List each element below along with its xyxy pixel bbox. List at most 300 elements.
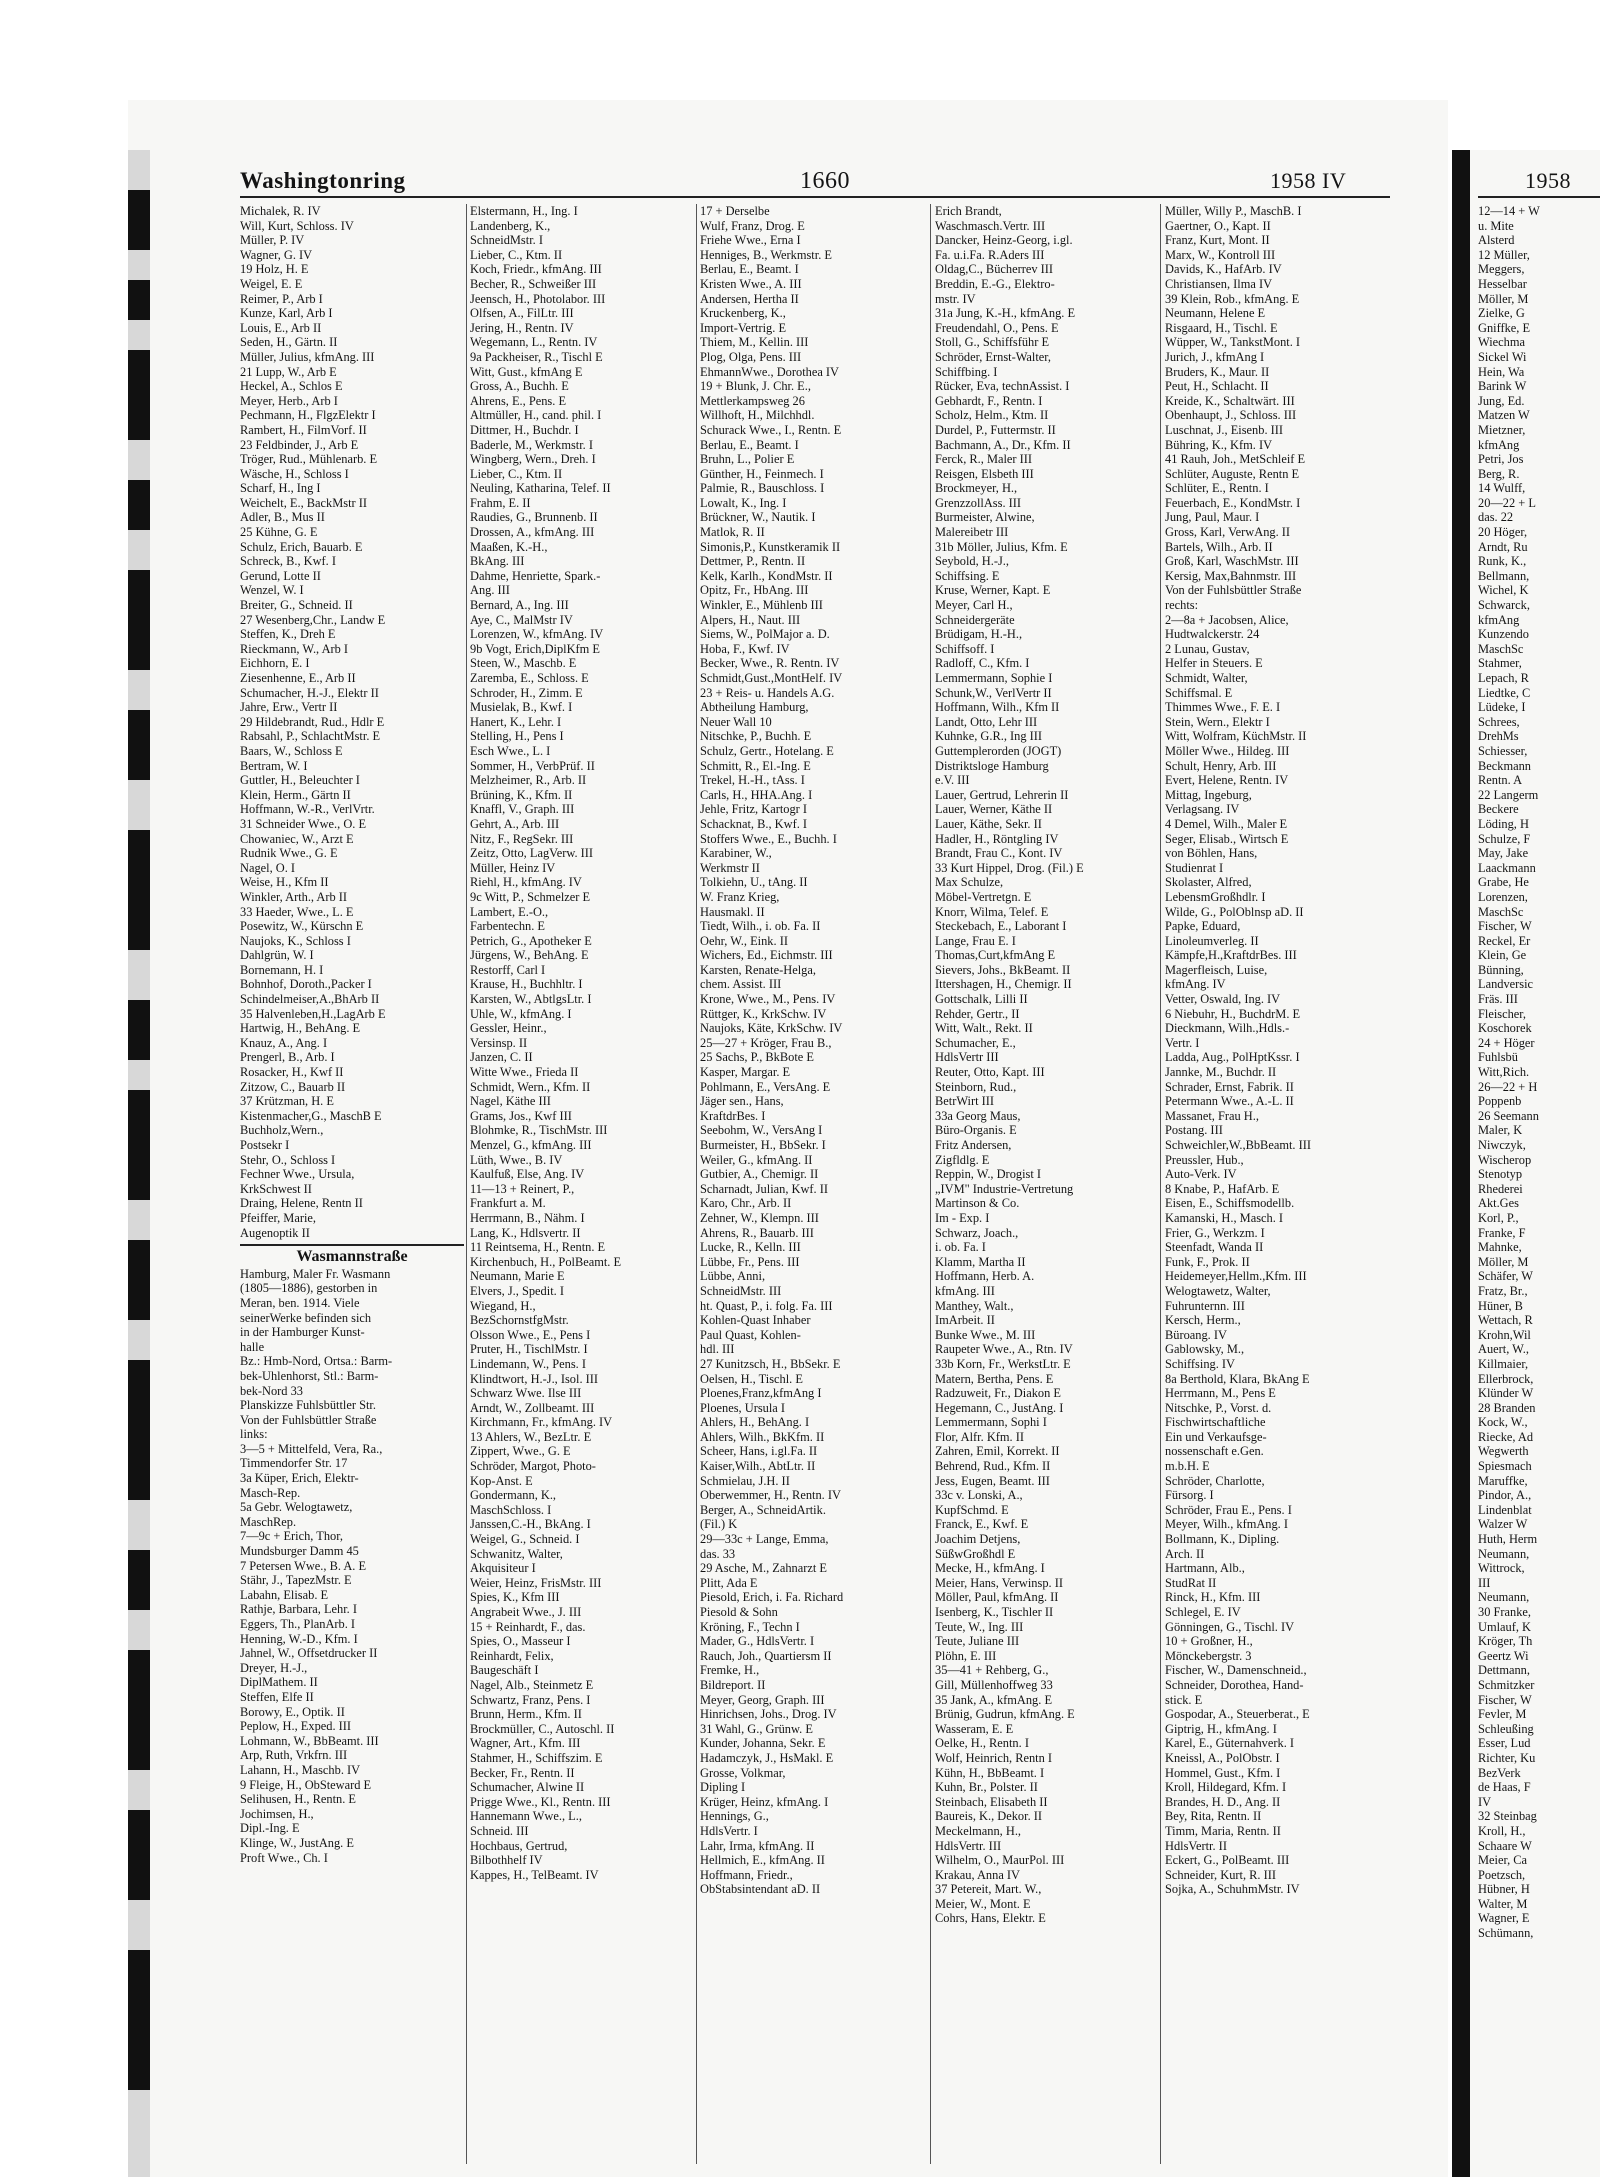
adjacent-directory-entry: Riecke, Ad <box>1478 1429 1534 1444</box>
directory-entry: Schröder, Frau E., Pens. I <box>1165 1502 1292 1517</box>
directory-entry: Eckert, G., PolBeamt. III <box>1165 1853 1290 1868</box>
directory-entry: Oehr, W., Eink. II <box>700 933 788 948</box>
adjacent-directory-entry: Fischer, W <box>1478 919 1532 934</box>
directory-entry: 37 Krützman, H. E <box>240 1094 334 1109</box>
directory-entry: Brüdigam, H.-H., <box>935 627 1023 642</box>
directory-entry: Kneissl, A., PolObstr. I <box>1165 1750 1280 1765</box>
directory-entry: Hamburg, Maler Fr. Wasmann <box>240 1266 391 1281</box>
adjacent-directory-entry: Poppenb <box>1478 1094 1522 1109</box>
directory-entry: Wichers, Ed., Eichmstr. III <box>700 948 833 963</box>
directory-entry: Kersig, Max,Bahnmstr. III <box>1165 568 1297 583</box>
directory-entry: 15 + Reinhardt, F., das. <box>470 1619 586 1634</box>
directory-entry: Buchholz,Wern., <box>240 1123 324 1138</box>
directory-entry: Müller, Willy P., MaschB. I <box>1165 204 1302 218</box>
directory-entry: Knaffl, V., Graph. III <box>470 802 575 817</box>
directory-entry: Henning, W.-D., Kfm. I <box>240 1631 358 1646</box>
directory-entry: Simonis,P., Kunstkeramik II <box>700 539 841 554</box>
adjacent-directory-entry: Wiechma <box>1478 335 1525 350</box>
directory-entry: Lieber, C., Ktm. II <box>470 247 563 262</box>
directory-entry: Schweichler,W.,BbBeamt. III <box>1165 1138 1311 1152</box>
directory-entry: Jurich, J., kfmAng I <box>1165 349 1265 364</box>
directory-entry: Steinborn, Rud., <box>935 1079 1017 1094</box>
adjacent-directory-entry: Richter, Ku <box>1478 1750 1536 1765</box>
directory-entry: Tolkiehn, U., tAng. II <box>700 875 808 890</box>
directory-entry: Rücker, Eva, technAssist. I <box>935 379 1070 394</box>
column-divider <box>1160 204 1161 2164</box>
directory-column-4 <box>935 204 1155 2164</box>
directory-entry: HdlsVertr. I <box>700 1823 758 1838</box>
directory-entry: Kunder, Johanna, Sekr. E <box>700 1736 826 1751</box>
directory-entry: Ahlers, Wilh., BkKfm. II <box>700 1429 825 1444</box>
adjacent-directory-entry: Fuhlsbü <box>1478 1050 1518 1065</box>
adjacent-directory-entry: Neumann, <box>1478 1590 1530 1605</box>
directory-column-5 <box>1165 204 1390 2164</box>
directory-entry: 19 + Blunk, J. Chr. E., <box>700 379 811 394</box>
directory-entry: Brandt, Frau C., Kont. IV <box>935 846 1063 861</box>
directory-entry: Seebohm, W., VersAng I <box>700 1123 823 1138</box>
adjacent-directory-entry: Wischerop <box>1478 1152 1532 1167</box>
directory-entry: 33 Haeder, Wwe., L. E <box>240 904 354 919</box>
directory-entry: Hanert, K., Lehr. I <box>470 714 562 729</box>
directory-entry: Kunze, Karl, Arb I <box>240 306 333 321</box>
adjacent-directory-entry: Maler, K <box>1478 1123 1523 1138</box>
directory-entry: 3—5 + Mittelfeld, Vera, Ra., <box>240 1441 383 1456</box>
directory-entry: links: <box>240 1427 268 1442</box>
directory-entry: Franz, Kurt, Mont. II <box>1165 233 1270 248</box>
directory-entry: Altmüller, H., cand. phil. I <box>470 408 602 423</box>
directory-entry: Meckelmann, H., <box>935 1823 1022 1838</box>
directory-entry: Rauch, Joh., Quartiersm II <box>700 1648 832 1663</box>
directory-entry: Winkler, Arth., Arb II <box>240 889 348 904</box>
adjacent-directory-entry: Lepach, R <box>1478 671 1529 685</box>
directory-entry: 6 Niebuhr, H., BuchdrM. E <box>1165 1006 1301 1021</box>
directory-entry: Steckebach, E., Laborant I <box>935 919 1067 934</box>
directory-entry: 31b Möller, Julius, Kfm. E <box>935 539 1068 554</box>
directory-entry: Kruckenberg, K., <box>700 306 786 321</box>
directory-entry: Bernard, A., Ing. III <box>470 598 569 613</box>
adjacent-directory-entry: Beckere <box>1478 802 1519 817</box>
directory-entry: Luschnat, J., Eisenb. III <box>1165 422 1284 437</box>
directory-entry: Cohrs, Hans, Elektr. E <box>935 1911 1046 1926</box>
directory-entry: Berlau, E., Beamt. I <box>700 262 799 277</box>
directory-entry: Gehrt, A., Arb. III <box>470 816 560 831</box>
directory-entry: Rüttger, K., KrkSchw. IV <box>700 1006 827 1021</box>
directory-entry: 27 Kunitzsch, H., BbSekr. E <box>700 1356 841 1371</box>
adjacent-directory-entry: Schulze, F <box>1478 831 1531 846</box>
directory-entry: Mader, G., HdlsVertr. I <box>700 1634 815 1649</box>
directory-entry: Von der Fuhlsbüttler Straße <box>1165 583 1302 598</box>
directory-entry: Schwartz, Franz, Pens. I <box>470 1692 591 1707</box>
directory-entry: Schiffsing. E <box>935 568 1000 583</box>
directory-entry: Esch Wwe., L. I <box>470 743 551 758</box>
directory-entry: Lauer, Käthe, Sekr. II <box>935 816 1042 831</box>
adjacent-directory-entry: Fräs. III <box>1478 992 1518 1007</box>
directory-entry: das. 33 <box>700 1546 736 1561</box>
directory-entry: Elstermann, H., Ing. I <box>470 204 578 218</box>
directory-entry: Uhle, W., kfmAng. I <box>470 1006 572 1021</box>
directory-entry: 4 Demel, Wilh., Maler E <box>1165 816 1288 831</box>
adjacent-directory-entry: Walzer W <box>1478 1517 1528 1532</box>
directory-entry: Fechner Wwe., Ursula, <box>240 1167 355 1182</box>
directory-entry: Klamm, Martha II <box>935 1254 1026 1269</box>
directory-entry: Wulf, Franz, Drog. E <box>700 218 805 233</box>
adjacent-directory-entry: kfmAng <box>1478 437 1520 452</box>
adjacent-directory-entry: Jung, Ed. <box>1478 393 1525 408</box>
directory-entry: Masch-Rep. <box>240 1485 301 1500</box>
directory-entry: Bertram, W. I <box>240 758 308 773</box>
adjacent-directory-entry: u. Mite <box>1478 218 1514 233</box>
directory-entry: Kelk, Karlh., KondMstr. II <box>700 568 833 583</box>
directory-entry: Durdel, P., Futtermstr. II <box>935 422 1056 437</box>
adjacent-directory-entry: 24 + Höger <box>1478 1035 1535 1050</box>
adjacent-directory-entry: 12—14 + W <box>1478 204 1540 218</box>
directory-entry: 9 Fleige, H., ObSteward E <box>240 1777 372 1792</box>
directory-entry: Giptrig, H., kfmAng. I <box>1165 1721 1277 1736</box>
directory-entry: Akquisiteur I <box>470 1561 536 1576</box>
directory-entry: Schmidt, Walter, <box>1165 671 1248 685</box>
directory-entry: Tröger, Rud., Mühlenarb. E <box>240 452 378 467</box>
adjacent-directory-entry: das. 22 <box>1478 510 1514 525</box>
directory-entry: Kohlen-Quast Inhaber <box>700 1313 811 1328</box>
directory-entry: Petermann Wwe., A.-L. II <box>1165 1094 1294 1109</box>
directory-entry: Gill, Müllenhoffweg 33 <box>935 1677 1053 1692</box>
directory-entry: Alpers, H., Naut. III <box>700 612 801 627</box>
directory-entry: 25—27 + Kröger, Frau B., <box>700 1035 832 1050</box>
directory-entry: Müller, Julius, kfmAng. III <box>240 349 375 364</box>
directory-entry: Arndt, W., Zollbeamt. III <box>470 1400 595 1415</box>
directory-entry: Seger, Elisab., Wirtsch E <box>1165 831 1289 846</box>
directory-entry: Bartels, Wilh., Arb. II <box>1165 539 1273 554</box>
directory-entry: Reisgen, Elsbeth III <box>935 466 1034 481</box>
directory-entry: Scheer, Hans, i.gl.Fa. II <box>700 1444 818 1459</box>
adjacent-directory-entry: Rentn. A <box>1478 773 1523 788</box>
directory-entry: hdl. III <box>700 1342 735 1357</box>
directory-entry: Klindtwort, H.-J., Isol. III <box>470 1371 599 1386</box>
directory-entry: Maaßen, K.-H., <box>470 539 548 554</box>
directory-entry: Landt, Otto, Lehr III <box>935 714 1038 729</box>
directory-entry: Trekel, H.-H., tAss. I <box>700 773 805 788</box>
directory-entry: Kirchenbuch, H., PolBeamt. E <box>470 1254 622 1269</box>
directory-entry: Wingberg, Wern., Dreh. I <box>470 452 596 467</box>
directory-entry: Wagner, G. IV <box>240 247 313 262</box>
adjacent-directory-entry: Kröger, Th <box>1478 1634 1533 1649</box>
directory-entry: Seden, H., Gärtn. II <box>240 335 338 350</box>
directory-entry: Lauer, Gertrud, Lehrerin II <box>935 787 1069 802</box>
directory-entry: Prigge Wwe., Kl., Rentn. III <box>470 1794 611 1809</box>
directory-entry: 33 Kurt Hippel, Drog. (Fil.) E <box>935 860 1084 875</box>
directory-entry: Will, Kurt, Schloss. IV <box>240 218 354 233</box>
directory-entry: Dittmer, H., Buchdr. I <box>470 422 579 437</box>
directory-entry: Hochbaus, Gertrud, <box>470 1838 568 1853</box>
directory-entry: Sievers, Johs., BkBeamt. II <box>935 962 1071 977</box>
directory-entry: Bohnhof, Doroth.,Packer I <box>240 977 372 992</box>
directory-entry: Augenoptik II <box>240 1225 310 1240</box>
directory-entry: ObStabsintendant aD. II <box>700 1882 821 1897</box>
directory-entry: Tiedt, Wilh., i. ob. Fa. II <box>700 919 821 934</box>
directory-entry: Ein und Verkaufsge- <box>1165 1429 1267 1444</box>
directory-entry: StudRat II <box>1165 1575 1217 1590</box>
directory-entry: 35—41 + Rehberg, G., <box>935 1663 1049 1678</box>
directory-column-1 <box>240 204 464 2164</box>
directory-entry: Kistenmacher,G., MaschB E <box>240 1108 382 1123</box>
directory-entry: Olsson Wwe., E., Pens I <box>470 1327 591 1342</box>
directory-entry: Adler, B., Mus II <box>240 510 325 525</box>
adjacent-directory-entry: IV <box>1478 1794 1492 1809</box>
directory-entry: Heckel, A., Schlos E <box>240 379 343 394</box>
directory-entry: Kroll, Hildegard, Kfm. I <box>1165 1780 1287 1795</box>
directory-entry: Preussler, Hub., <box>1165 1152 1244 1167</box>
adjacent-directory-entry: Walter, M <box>1478 1896 1528 1911</box>
directory-entry: Brandes, H. D., Ang. II <box>1165 1794 1281 1809</box>
directory-entry: Louis, E., Arb II <box>240 320 322 335</box>
directory-entry: Hommel, Gust., Kfm. I <box>1165 1765 1281 1780</box>
directory-entry: Andersen, Hertha II <box>700 291 799 306</box>
directory-entry: Schiffsing. IV <box>1165 1356 1235 1371</box>
directory-entry: Papke, Eduard, <box>1165 919 1241 934</box>
directory-entry: GrenzzollAss. III <box>935 495 1022 510</box>
directory-entry: Schrader, Ernst, Fabrik. II <box>1165 1079 1294 1094</box>
directory-entry: Postsekr I <box>240 1138 290 1152</box>
directory-entry: Weigel, E. E <box>240 276 303 291</box>
directory-entry: i. ob. Fa. I <box>935 1240 986 1255</box>
directory-entry: Zahren, Emil, Korrekt. II <box>935 1444 1060 1459</box>
directory-entry: Janssen,C.-H., BkAng. I <box>470 1517 591 1532</box>
directory-entry: Zaremba, E., Schloss. E <box>470 671 589 685</box>
adjacent-directory-entry: Alsterd <box>1478 233 1515 248</box>
directory-entry: Hoffmann, Friedr., <box>700 1867 793 1882</box>
adjacent-directory-entry: Laackmann <box>1478 860 1536 875</box>
adjacent-directory-entry: Bellmann, <box>1478 568 1530 583</box>
directory-entry: Sojka, A., SchuhmMstr. IV <box>1165 1882 1300 1897</box>
adjacent-directory-entry: Möller, M <box>1478 1254 1529 1269</box>
directory-entry: seinerWerke befinden sich <box>240 1310 372 1325</box>
directory-entry: KraftdrBes. I <box>700 1108 766 1123</box>
directory-entry: Mecke, H., kfmAng. I <box>935 1561 1045 1576</box>
directory-entry: Krüger, Heinz, kfmAng. I <box>700 1794 829 1809</box>
directory-entry: Reinhardt, Felix, <box>470 1648 554 1663</box>
directory-entry: 31 Schneider Wwe., O. E <box>240 816 367 831</box>
directory-entry: 10 + Großner, H., <box>1165 1634 1253 1649</box>
directory-entry: Bruders, K., Maur. II <box>1165 364 1270 379</box>
directory-entry: Ferck, R., Maler III <box>935 452 1033 467</box>
directory-entry: Ang. III <box>470 583 510 598</box>
adjacent-directory-entry: Schmitzker <box>1478 1677 1535 1692</box>
directory-entry: Jahre, Erw., Vertr II <box>240 700 338 715</box>
directory-entry: Schumacher, E., <box>935 1035 1016 1050</box>
directory-entry: Ahlers, H., BehAng. I <box>700 1415 810 1430</box>
directory-entry: Weise, H., Kfm II <box>240 875 329 890</box>
directory-entry: Ziesenhenne, E., Arb II <box>240 671 356 685</box>
directory-entry: 41 Rauh, Joh., MetSchleif E <box>1165 452 1306 467</box>
street-header: Washingtonring <box>240 168 406 193</box>
directory-entry: Breddin, E.-G., Elektro- <box>935 276 1055 291</box>
directory-entry: Bilbothhelf IV <box>470 1853 543 1868</box>
directory-entry: Knauz, A., Ang. I <box>240 1035 328 1050</box>
directory-entry: 33b Korn, Fr., WerkstLtr. E <box>935 1356 1071 1371</box>
directory-entry: Bollmann, K., Dipling. <box>1165 1532 1280 1547</box>
directory-entry: Jäger sen., Hans, <box>700 1094 784 1109</box>
directory-entry: Teute, W., Ing. III <box>935 1619 1024 1634</box>
directory-entry: 35 Halvenleben,H.,LagArb E <box>240 1006 386 1021</box>
directory-entry: Siems, W., PolMajor a. D. <box>700 627 830 642</box>
directory-entry: Wüpper, W., TankstMont. I <box>1165 335 1301 350</box>
adjacent-directory-entry: Maruffke, <box>1478 1473 1528 1488</box>
directory-entry: KrkSchwest II <box>240 1181 312 1196</box>
directory-entry: Becker, Fr., Rentn. II <box>470 1765 575 1780</box>
adjacent-directory-entry: Neumann, <box>1478 1546 1530 1561</box>
directory-entry: Wagner, Art., Kfm. III <box>470 1736 581 1751</box>
directory-entry: Schroder, H., Zimm. E <box>470 685 583 700</box>
directory-entry: BkAng. III <box>470 554 525 569</box>
directory-entry: Gerund, Lotte II <box>240 568 321 583</box>
directory-entry: Studienrat I <box>1165 860 1224 875</box>
directory-entry: Kasper, Margar. E <box>700 1065 791 1080</box>
directory-entry: Selihusen, H., Rentn. E <box>240 1792 356 1807</box>
directory-entry: Schneid. III <box>470 1823 529 1838</box>
adjacent-directory-entry: kfmAng <box>1478 612 1520 627</box>
directory-entry: Krone, Wwe., M., Pens. IV <box>700 992 836 1007</box>
directory-entry: Schlüter, E., Rentn. I <box>1165 481 1269 496</box>
directory-entry: Schröder, Margot, Photo- <box>470 1459 596 1474</box>
directory-entry: Kamanski, H., Masch. I <box>1165 1210 1284 1225</box>
directory-entry: Fischwirtschaftliche <box>1165 1415 1266 1430</box>
adjacent-directory-entry: Wichel, K <box>1478 583 1529 598</box>
directory-entry: Lauer, Werner, Käthe II <box>935 802 1053 817</box>
adjacent-directory-entry: Hüner, B <box>1478 1298 1523 1313</box>
adjacent-directory-entry: 26—22 + H <box>1478 1079 1538 1094</box>
directory-entry: Friehe Wwe., Erna I <box>700 233 801 248</box>
directory-entry: Kaiser,Wilh., AbtLtr. II <box>700 1459 816 1474</box>
directory-entry: LebensmGroßhdlr. I <box>1165 889 1266 904</box>
directory-entry: Karabiner, W., <box>700 846 772 861</box>
directory-entry: Farbentechn. E <box>470 919 546 934</box>
adjacent-directory-entry: Fischer, W <box>1478 1692 1532 1707</box>
directory-entry: Brockmeyer, H., <box>935 481 1018 496</box>
adjacent-directory-entry: Koschorek <box>1478 1021 1532 1036</box>
directory-entry: Jung, Paul, Maur. I <box>1165 510 1260 525</box>
directory-entry: Gaertner, O., Kapt. II <box>1165 218 1271 233</box>
directory-entry: Schulz, Gertr., Hotelang. E <box>700 743 834 758</box>
directory-entry: 9b Vogt, Erich,DiplKfm E <box>470 641 600 656</box>
directory-entry: Drossen, A., kfmAng. III <box>470 525 595 540</box>
directory-entry: KupfSchmd. E <box>935 1502 1009 1517</box>
directory-entry: Melzheimer, R., Arb. II <box>470 773 587 788</box>
directory-entry: Stähr, J., TapezMstr. E <box>240 1573 352 1588</box>
directory-entry: ImArbeit. II <box>935 1313 995 1328</box>
directory-entry: Wegemann, L., Rentn. IV <box>470 335 598 350</box>
directory-entry: 2 Lunau, Gustav, <box>1165 641 1250 656</box>
directory-entry: Schröder, Charlotte, <box>1165 1473 1265 1488</box>
directory-entry: Gross, Karl, VerwAng. II <box>1165 525 1291 540</box>
directory-entry: Nagel, Alb., Steinmetz E <box>470 1677 594 1692</box>
directory-entry: Zippert, Wwe., G. E <box>470 1444 571 1459</box>
directory-entry: Stelling, H., Pens I <box>470 729 564 744</box>
directory-entry: W. Franz Krieg, <box>700 889 780 904</box>
directory-entry: Nitschke, P., Vorst. d. <box>1165 1400 1272 1415</box>
directory-entry: (1805—1886), gestorben in <box>240 1281 378 1296</box>
directory-entry: 21 Lupp, W., Arb E <box>240 364 337 379</box>
directory-entry: Aye, C., MalMstr IV <box>470 612 573 627</box>
adjacent-directory-entry: Arndt, Ru <box>1478 539 1528 554</box>
directory-entry: Schlüter, Auguste, Rentn E <box>1165 466 1300 481</box>
directory-entry: Naujoks, Käte, KrkSchw. IV <box>700 1021 843 1036</box>
directory-entry: Hellmich, E., kfmAng. II <box>700 1853 825 1868</box>
directory-entry: Oelsen, H., Tischl. E <box>700 1371 803 1386</box>
directory-entry: Kristen Wwe., A. III <box>700 276 802 291</box>
directory-entry: Wenzel, W. I <box>240 583 304 598</box>
directory-entry: Lübbe, Anni, <box>700 1269 766 1284</box>
adjacent-directory-entry: Witt,Rich. <box>1478 1065 1530 1080</box>
adjacent-directory-entry: Wagner, E <box>1478 1911 1530 1926</box>
directory-entry: Von der Fuhlsbüttler Straße <box>240 1412 377 1427</box>
directory-entry: HdlsVertr. II <box>1165 1838 1227 1853</box>
directory-entry: 17 + Derselbe <box>700 204 770 218</box>
directory-entry: Nitz, F., RegSekr. III <box>470 831 574 846</box>
directory-entry: Hartwig, H., BehAng. E <box>240 1021 361 1036</box>
adjacent-directory-entry: Mahnke, <box>1478 1240 1522 1255</box>
directory-entry: Neuling, Katharina, Telef. II <box>470 481 611 496</box>
directory-entry: Wäsche, H., Schloss I <box>240 466 349 481</box>
directory-entry: rechts: <box>1165 598 1199 613</box>
directory-entry: Baugeschäft I <box>470 1663 539 1678</box>
adjacent-directory-entry: Kock, W., <box>1478 1415 1528 1430</box>
directory-entry: Pfeiffer, Marie, <box>240 1210 316 1225</box>
directory-entry: Zitzow, C., Bauarb II <box>240 1079 346 1094</box>
directory-entry: 11 Reintsema, H., Rentn. E <box>470 1240 606 1255</box>
page-gutter <box>1452 150 1470 2177</box>
directory-entry: Stoffers Wwe., E., Buchh. I <box>700 831 837 846</box>
directory-entry: Scharf, H., Ing I <box>240 481 321 496</box>
directory-entry: Krakau, Anna IV <box>935 1867 1020 1882</box>
directory-entry: in der Hamburger Kunst- <box>240 1325 365 1340</box>
directory-entry: Berger, A., SchneidArtik. <box>700 1502 826 1517</box>
directory-entry: Weichelt, E., BackMstr II <box>240 495 367 510</box>
directory-entry: Gottschalk, Lilli II <box>935 992 1028 1007</box>
directory-entry: Fritz Andersen, <box>935 1138 1012 1152</box>
street-section-heading: Wasmannstraße <box>296 1248 408 1266</box>
directory-entry: von Böhlen, Hans, <box>1165 846 1258 861</box>
directory-entry: 33c v. Lonski, A., <box>935 1488 1023 1503</box>
directory-entry: 8a Berthold, Klara, BkAng E <box>1165 1371 1310 1386</box>
directory-entry: Steen, W., Maschb. E <box>470 656 577 671</box>
directory-entry: Plog, Olga, Pens. III <box>700 349 802 364</box>
directory-entry: Wolf, Heinrich, Rentn I <box>935 1750 1053 1765</box>
directory-entry: Rosacker, H., Kwf II <box>240 1065 344 1080</box>
directory-entry: Schiffsmal. E <box>1165 685 1233 700</box>
directory-entry: Nitschke, P., Buchh. E <box>700 729 812 744</box>
adjacent-directory-entry: Kroll, H., <box>1478 1823 1526 1838</box>
binding-spine <box>128 150 150 2177</box>
directory-entry: Max Schulze, <box>935 875 1004 890</box>
directory-entry: Proft Wwe., Ch. I <box>240 1850 328 1865</box>
adjacent-directory-entry: Fratz, Br., <box>1478 1283 1528 1298</box>
adjacent-directory-entry: Hein, Wa <box>1478 364 1525 379</box>
directory-entry: Lieber, C., Ktm. II <box>470 466 563 481</box>
directory-entry: 25 Kühne, G. E <box>240 525 318 540</box>
directory-entry: Meier, Hans, Verwinsp. II <box>935 1575 1063 1590</box>
directory-entry: Lüth, Wwe., B. IV <box>470 1152 563 1167</box>
directory-entry: Jehle, Fritz, Kartogr I <box>700 802 808 817</box>
directory-entry: Lorenzen, W., kfmAng. IV <box>470 627 604 642</box>
adjacent-directory-entry: Lindenblat <box>1478 1502 1532 1517</box>
directory-entry: Fuhrunternn. III <box>1165 1298 1245 1313</box>
adjacent-directory-entry: Klünder W <box>1478 1386 1534 1401</box>
adjacent-directory-entry: Esser, Lud <box>1478 1736 1531 1751</box>
directory-entry: Bey, Rita, Rentn. II <box>1165 1809 1262 1824</box>
directory-entry: Berlau, E., Beamt. I <box>700 437 799 452</box>
directory-entry: Matern, Bertha, Pens. E <box>935 1371 1054 1386</box>
directory-entry: 2—8a + Jacobsen, Alice, <box>1165 612 1289 627</box>
